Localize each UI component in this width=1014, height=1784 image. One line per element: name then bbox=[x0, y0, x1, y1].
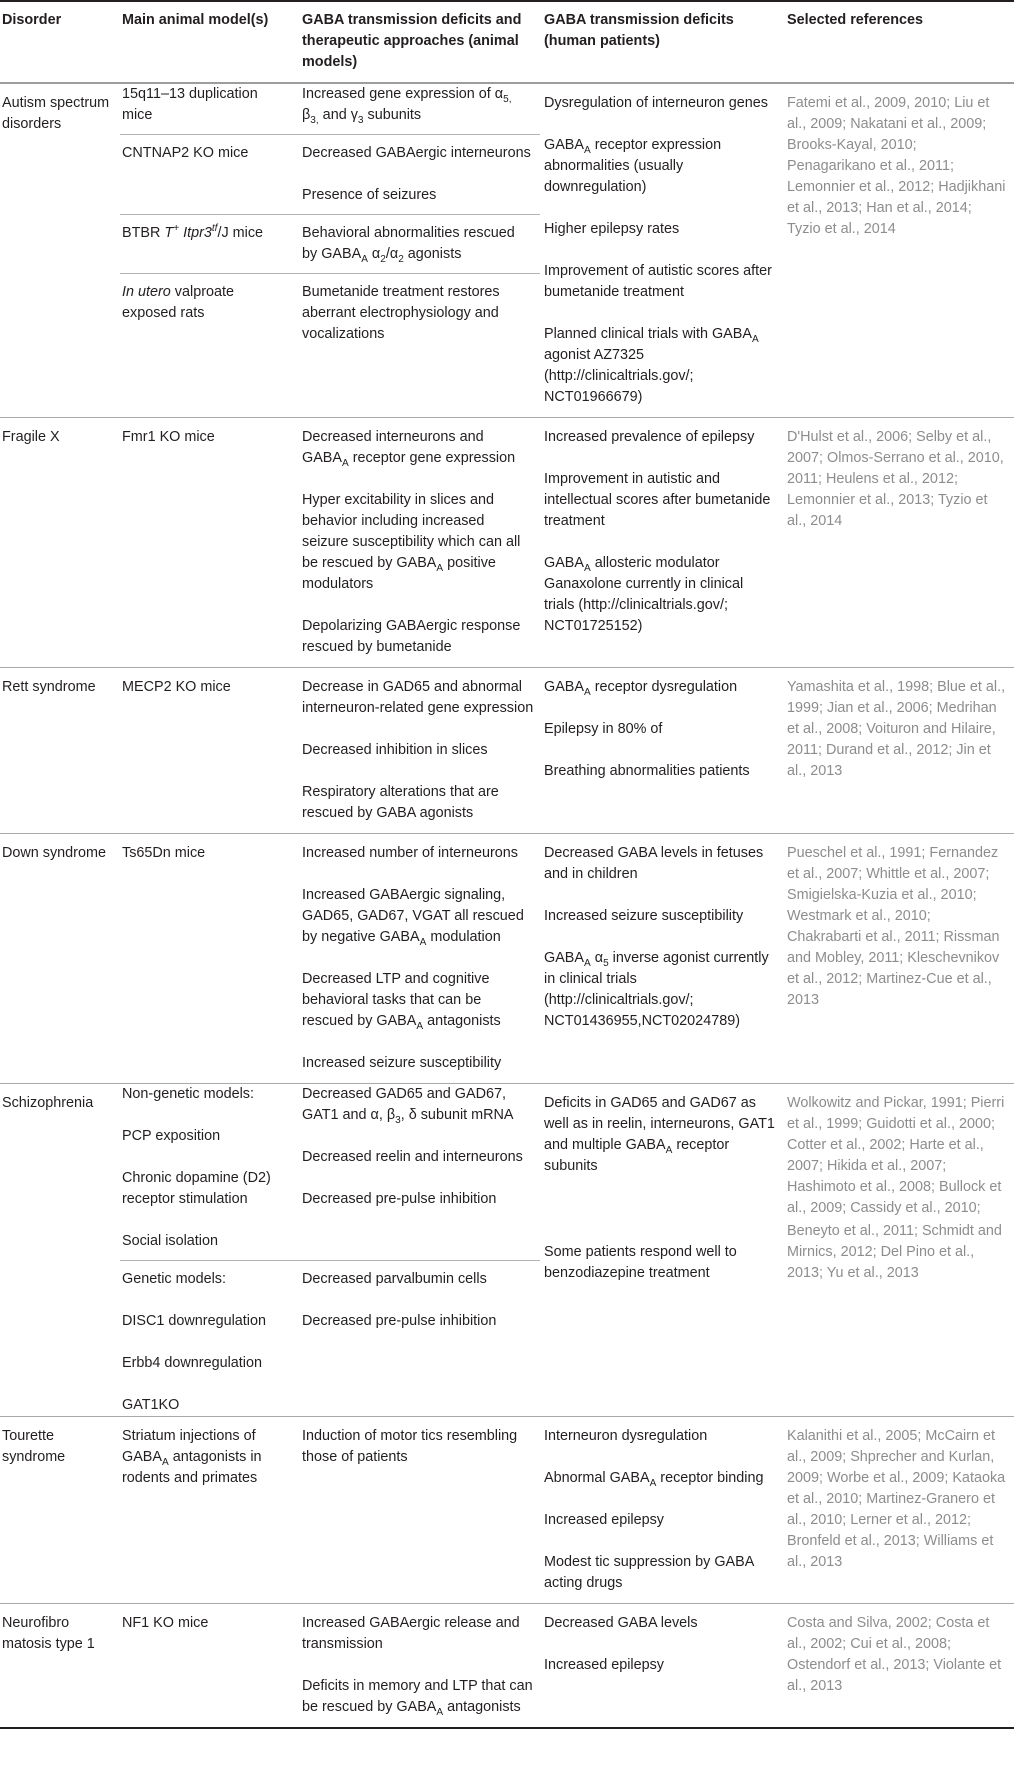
disorder-cell: Rett syndrome bbox=[2, 679, 96, 695]
model-item: Genetic models: bbox=[122, 1271, 226, 1287]
animal-item: Deficits in memory and LTP that can be rescued by $GABA_A$ antagonists bbox=[302, 1678, 533, 1718]
schizo-subtable bbox=[120, 1084, 540, 1416]
references-text: Beneyto et al., 2011; Schmidt and Mirnics, 2012; Del Pino et al., 2013; Yu et al., 2013 bbox=[787, 1223, 1002, 1281]
animal-item: Decreased parvalbumin cells bbox=[302, 1271, 487, 1287]
human-item: Epilepsy in 80% of bbox=[544, 721, 663, 737]
animal-item: Increased seizure susceptibility bbox=[302, 1055, 502, 1071]
model-item: MECP2 KO mice bbox=[122, 679, 231, 695]
disorder-cell: Neurofibro matosis type 1 bbox=[2, 1615, 95, 1652]
animal-item: Increased number of interneurons bbox=[302, 845, 518, 861]
header-human-deficits: GABA transmission deficits (human patients) bbox=[542, 1, 785, 83]
human-item: Dysregulation of interneuron genes bbox=[544, 95, 768, 111]
human-item: Breathing abnormalities patients bbox=[544, 763, 750, 779]
animal-item: Decreased interneurons and $GABA_A$ receptor gene expression bbox=[302, 429, 516, 469]
human-item: Some patients respond well to benzodiazepine treatment bbox=[544, 1244, 737, 1281]
model-item: Fmr1 KO mice bbox=[122, 429, 215, 445]
header-animal-deficits: GABA transmission deficits and therapeutic approaches (animal models) bbox=[300, 1, 542, 83]
disorder-cell: Down syndrome bbox=[2, 845, 106, 861]
model-item: BTBR T+ $Itpr3^{tf}/J$ mice bbox=[122, 223, 264, 241]
human-item: $GABA_A$ $\alpha_5$ inverse agonist currently in clinical trials (http://clinicaltrials.gov/; NCT01436955,NCT02024789) bbox=[544, 950, 769, 1029]
references-text: Pueschel et al., 1991; Fernandez et al., 2007; Whittle et al., 2007; Smigielska-Kuzia et al., 2010; Westmark et al., 2010; Chakrabarti et al., 2011; Rissman and Mobley, 2011; Kleschevnikov et al., 2012; Martinez-Cue et al., 2013 bbox=[787, 845, 1000, 1008]
animal-item: Depolarizing GABAergic response rescued by bumetanide bbox=[302, 618, 521, 655]
model-item: CNTNAP2 KO mice bbox=[122, 145, 249, 161]
disorder-cell: Fragile X bbox=[2, 429, 60, 445]
model-item: GAT1KO bbox=[122, 1397, 180, 1413]
human-item: $GABA_A$ receptor dysregulation bbox=[544, 679, 738, 698]
model-item: 15q11–13 duplication mice bbox=[122, 86, 258, 123]
human-item: Modest tic suppression by GABA acting drugs bbox=[544, 1554, 754, 1591]
row-rett bbox=[0, 668, 1014, 834]
header-disorder: Disorder bbox=[0, 1, 120, 83]
references-text: Yamashita et al., 1998; Blue et al., 1999; Jian et al., 2006; Medrihan et al., 2008; Voituron and Hilaire, 2011; Durand et al., 2012; Jin et al., 2013 bbox=[787, 679, 1006, 779]
human-item: $GABA_A$ receptor expression abnormalities (usually downregulation) bbox=[544, 137, 722, 195]
model-item: Chronic dopamine (D2) receptor stimulation bbox=[122, 1170, 271, 1207]
animal-item: Increased GABAergic signaling, GAD65, GAD67, VGAT all rescued by negative $GABA_A$ modulation bbox=[302, 887, 524, 948]
table-header bbox=[0, 1, 1014, 83]
row-down bbox=[0, 834, 1014, 1084]
human-item: Decreased GABA levels bbox=[544, 1615, 698, 1631]
animal-item: Bumetanide treatment restores aberrant electrophysiology and vocalizations bbox=[302, 284, 500, 342]
human-item: Interneuron dysregulation bbox=[544, 1428, 708, 1444]
row-nf1 bbox=[0, 1604, 1014, 1729]
model-item: Striatum injections of $GABA_A$ antagonists in rodents and primates bbox=[122, 1428, 262, 1486]
human-item: Increased epilepsy bbox=[544, 1512, 664, 1528]
human-item: Decreased GABA levels in fetuses and in children bbox=[544, 845, 764, 882]
autism-subtable bbox=[120, 84, 540, 345]
human-item: Improvement of autistic scores after bumetanide treatment bbox=[544, 263, 772, 300]
disorder-cell: Autism spectrum disorders bbox=[2, 95, 110, 132]
animal-item: Behavioral abnormalities rescued by $GABA_A$ $\alpha_2/\alpha_2$ agonists bbox=[302, 225, 515, 265]
animal-item: Induction of motor tics resembling those of patients bbox=[302, 1428, 518, 1465]
model-item: PCP exposition bbox=[122, 1128, 221, 1144]
animal-item: Decreased GABAergic interneurons bbox=[302, 145, 531, 161]
model-item: NF1 KO mice bbox=[122, 1615, 209, 1631]
animal-item: Respiratory alterations that are rescued by GABA agonists bbox=[302, 784, 499, 821]
human-item: Planned clinical trials with $GABA_A$ agonist AZ7325 (http://clinicaltrials.gov/; NCT01966679) bbox=[544, 326, 759, 405]
references-text: Wolkowitz and Pickar, 1991; Pierri et al., 1999; Guidotti et al., 2000; Cotter et al., 2002; Harte et al., 2007; Hikida et al., 2007; Hashimoto et al., 2008; Bullock et al., 2009; Cassidy et al., 2010; bbox=[787, 1095, 1005, 1216]
row-autism bbox=[0, 83, 1014, 418]
animal-item: Decreased LTP and cognitive behavioral tasks that can be rescued by $GABA_A$ antagonists bbox=[302, 971, 501, 1032]
animal-item: Increased gene expression of $\alpha_{5,}$ $\beta_{3,}$ and $\gamma_3$ subunits bbox=[302, 86, 512, 126]
animal-item: Decrease in GAD65 and abnormal interneuron-related gene expression bbox=[302, 679, 534, 716]
row-schizophrenia bbox=[0, 1084, 1014, 1417]
references-text: Fatemi et al., 2009, 2010; Liu et al., 2009; Nakatani et al., 2009; Brooks-Kayal, 2010; Penagarikano et al., 2011; Lemonnier et al., 2012; Hadjikhani et al., 2013; Han et al., 2014; Tyzio et al., 2014 bbox=[787, 95, 1006, 237]
model-item: Social isolation bbox=[122, 1233, 218, 1249]
row-tourette bbox=[0, 1417, 1014, 1604]
model-item: Non-genetic models: bbox=[122, 1086, 254, 1102]
human-item: Higher epilepsy rates bbox=[544, 221, 680, 237]
human-item: $GABA_A$ allosteric modulator Ganaxolone currently in clinical trials (http://clinicaltrials.gov/; NCT01725152) bbox=[544, 555, 744, 634]
model-item: Ts65Dn mice bbox=[122, 845, 206, 861]
human-item: Improvement in autistic and intellectual scores after bumetanide treatment bbox=[544, 471, 771, 529]
references-text: Costa and Silva, 2002; Costa et al., 2002; Cui et al., 2008; Ostendorf et al., 2013; Violante et al., 2013 bbox=[787, 1615, 1002, 1694]
header-animal-models: Main animal model(s) bbox=[120, 1, 300, 83]
model-item: In utero valproate exposed rats bbox=[122, 284, 235, 321]
references-text: Kalanithi et al., 2005; McCairn et al., 2009; Shprecher and Kurlan, 2009; Worbe et al., 2009; Kataoka et al., 2010; Martinez-Granero et al., 2010; Lerner et al., 2012; Bronfeld et al., 2013; Williams et al., 2013 bbox=[787, 1428, 1006, 1570]
disorder-cell: Schizophrenia bbox=[2, 1095, 94, 1111]
animal-item: Presence of seizures bbox=[302, 187, 437, 203]
model-item: Erbb4 downregulation bbox=[122, 1355, 263, 1371]
human-item: Abnormal $GABA_A$ receptor binding bbox=[544, 1470, 764, 1489]
references-text: D'Hulst et al., 2006; Selby et al., 2007; Olmos-Serrano et al., 2010, 2011; Heulens et al., 2012; Lemonnier et al., 2013; Tyzio et al., 2014 bbox=[787, 429, 1004, 529]
animal-item: Increased GABAergic release and transmission bbox=[302, 1615, 520, 1652]
human-item: Increased epilepsy bbox=[544, 1657, 664, 1673]
animal-item: Decreased inhibition in slices bbox=[302, 742, 488, 758]
human-item: Increased seizure susceptibility bbox=[544, 908, 744, 924]
animal-item: Decreased GAD65 and GAD67, GAT1 and α, $\beta_3$, δ subunit mRNA bbox=[302, 1086, 514, 1126]
animal-item: Hyper excitability in slices and behavior including increased seizure susceptibility which can all be rescued by $GABA_A$ positive modulators bbox=[302, 492, 521, 592]
animal-item: Decreased reelin and interneurons bbox=[302, 1149, 523, 1165]
model-item: DISC1 downregulation bbox=[122, 1313, 266, 1329]
animal-item: Decreased pre-pulse inhibition bbox=[302, 1313, 497, 1329]
disorder-cell: Tourette syndrome bbox=[2, 1428, 66, 1465]
header-references: Selected references bbox=[785, 1, 1014, 83]
human-item: Increased prevalence of epilepsy bbox=[544, 429, 755, 445]
human-item: Deficits in GAD65 and GAD67 as well as in reelin, interneurons, GAT1 and multiple $GABA_A$ receptor subunits bbox=[544, 1095, 775, 1174]
animal-item: Decreased pre-pulse inhibition bbox=[302, 1191, 497, 1207]
row-fragile-x bbox=[0, 418, 1014, 668]
